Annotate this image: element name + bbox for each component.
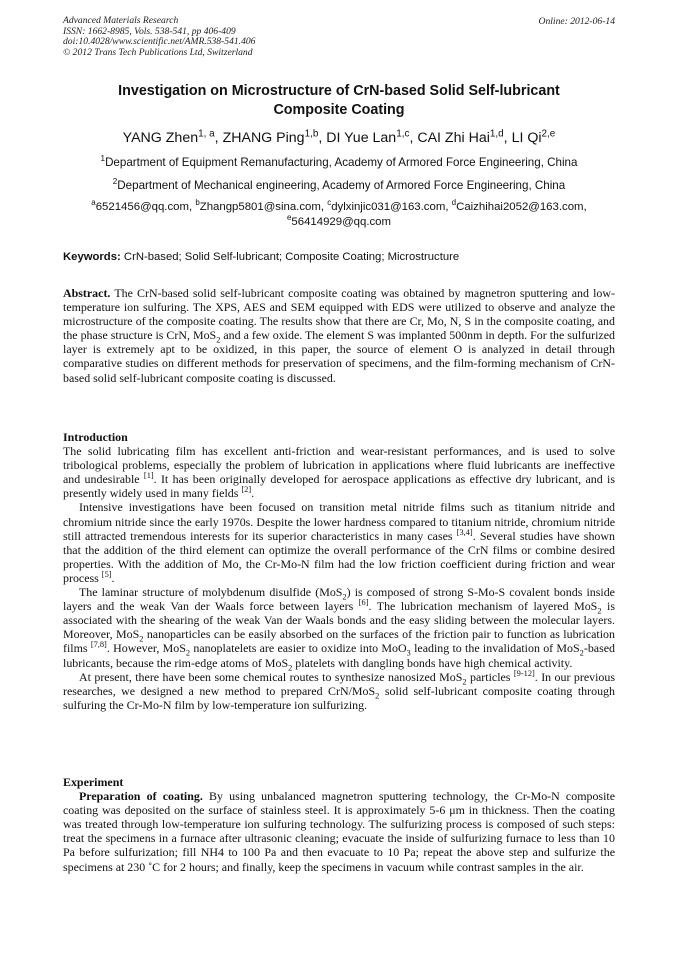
body-text: platelets with dangling bonds have high chemical activity. (292, 655, 573, 670)
body-text: nanoplatelets are easier to oxidize into MoO (190, 641, 407, 656)
keywords-text: CrN-based; Solid Self-lubricant; Composite Coating; Microstructure (120, 251, 460, 263)
body-text: particles (466, 669, 514, 684)
subscript: 2 (216, 335, 221, 345)
subscript: 2 (375, 691, 380, 701)
email-mark: b (195, 198, 200, 208)
affiliation-text: Department of Mechanical engineering, Academy of Armored Force Engineering, China (117, 179, 566, 192)
author-affil-mark: 1,b (304, 128, 319, 140)
intro-paragraph-3 (63, 585, 615, 670)
abstract-paragraph (63, 286, 615, 385)
body-text: The solid lubricating film has excellent anti-friction and wear-resistant performances, and is used to solve tribological problems, especially the problem of lubrication in applications where fluid lubricants are ineffective and undesirable (63, 444, 615, 487)
body-text: . Several studies have shown that the addition of the third element can optimize the overall performance of the CrN films or combine desired properties. With the addition of Mo, the Cr-Mo-N film had the low friction coefficient during friction and wear process (63, 528, 615, 585)
affiliation-mark: 2 (112, 177, 118, 187)
subscript: 2 (185, 648, 191, 658)
subscript: 2 (597, 606, 602, 616)
email-address: dylxinjic031@163.com, (331, 201, 452, 213)
email-address: 56414929@qq.com (291, 215, 392, 228)
body-text: . (111, 570, 115, 585)
subsection-lead: Preparation of coating. (79, 789, 203, 804)
doi-line: doi:10.4028/www.scientific.net/AMR.538-541.406 (63, 36, 256, 48)
author-name: DI Yue Lan (326, 130, 397, 146)
email-address: Caizhihai2052@163.com, (456, 201, 587, 213)
email-address: 6521456@qq.com, (95, 201, 196, 213)
author-affil-mark: 2,e (541, 128, 556, 140)
affiliation-text: Department of Equipment Remanufacturing, Academy of Armored Force Engineering, China (105, 156, 578, 169)
author-name: ZHANG Ping (222, 130, 305, 146)
intro-paragraph-1 (63, 444, 615, 500)
author-separator: , (214, 130, 223, 146)
body-text: ) is composed of strong S-Mo-S covalent bonds inside layers and the weak Van der Waals force between layers (63, 585, 615, 614)
body-text: Intensive investigations have been focused on transition metal nitride films such as titanium nitride and chromium nitride since the early 1970s. Despite the lower hardness compared to titanium nitride, chromium nitride still attracted tremendous interests for its superior characteristics in many cases (63, 500, 615, 543)
author-separator: , (503, 130, 512, 146)
introduction-heading: Introduction (63, 430, 128, 444)
body-text: . However, MoS (106, 641, 186, 656)
intro-paragraph-4 (63, 670, 615, 712)
keywords-label: Keywords: (63, 251, 121, 263)
paper-title (63, 82, 615, 119)
body-text: . (251, 486, 255, 501)
abstract-text: The CrN-based solid self-lubricant composite coating was obtained by magnetron sputtering and low-temperature ion sulfuring. The XPS, AES and SEM equipped with EDS were utilized to observe and analyze the microstructure of the composite coating. The results show that there are Cr, Mo, N, S in the composite coating, and the phase structure is CrN, MoS (63, 286, 615, 343)
email-mark: d (451, 198, 457, 208)
author-affil-mark: 1, a (198, 128, 215, 140)
affiliation-2 (40, 179, 638, 193)
journal-info (63, 16, 255, 58)
body-text: -based lubricants, because the rim-edge atoms of MoS (63, 641, 616, 670)
email-address: Zhangp5801@sina.com, (199, 201, 328, 213)
author-separator: , (318, 130, 327, 146)
subscript: 2 (342, 592, 347, 602)
body-text: nanoparticles can be easily absorbed on the surfaces of the friction pair to function as lubrication films (63, 627, 615, 656)
subscript: 2 (462, 676, 467, 686)
title-line-1: Investigation on Microstructure of CrN-based Solid Self-lubricant (118, 83, 560, 99)
abstract-section (63, 286, 615, 385)
subscript: 2 (288, 662, 293, 672)
body-text: . In our previous researches, we designed a new method to prepared CrN/MoS (63, 669, 616, 698)
citation: [3,4] (456, 527, 473, 537)
issn-line: ISSN: 1662-8985, Vols. 538-541, pp 406-409 (63, 25, 236, 37)
body-text: At present, there have been some chemical routes to synthesize nanosized MoS (79, 669, 463, 684)
body-text: solid self-lubricant composite coating through sulfuring the Cr-Mo-N film by low-temperature ion sulfurizing. (63, 683, 615, 712)
author-separator: , (409, 130, 418, 146)
citation: [2] (241, 485, 252, 495)
intro-paragraph-2 (63, 500, 615, 585)
experiment-section (63, 775, 615, 874)
email-list (55, 200, 623, 229)
citation: [1] (143, 471, 154, 481)
affiliation-1 (40, 156, 638, 170)
title-line-2: Composite Coating (273, 101, 405, 118)
subscript: 2 (139, 634, 144, 644)
abstract-label: Abstract. (63, 286, 111, 300)
citation: [5] (101, 569, 112, 579)
journal-name: Advanced Materials Research (63, 15, 179, 26)
body-text: leading to the invalidation of MoS (410, 641, 580, 656)
body-text: . The lubrication mechanism of layered MoS (368, 599, 598, 614)
email-mark: e (286, 212, 292, 222)
body-text: is associated with the shearing of the weak Van der Waals bonds and the easy sliding between the molecular layers. Moreover, MoS (63, 599, 615, 642)
abstract-text: and a few oxide. The element S was implanted 500nm in depth. For the sulfurized layer is extremely apt to be oxidized, in this paper, the source of element O is analyzed in detail through comparative studies on different methods for preservation of specimens, and the film-forming mechanism of CrN-based solid self-lubricant composite coating is discussed. (63, 328, 615, 385)
author-name: LI Qi (511, 130, 542, 146)
body-text: The laminar structure of molybdenum disulfide (MoS (79, 585, 343, 600)
citation: [7,8] (90, 640, 107, 650)
author-name: CAI Zhi Hai (417, 130, 490, 146)
experiment-paragraph (63, 789, 615, 874)
author-list (40, 129, 638, 147)
copyright-line: © 2012 Trans Tech Publications Ltd, Switzerland (63, 46, 253, 58)
email-mark: c (327, 198, 332, 208)
online-date: Online: 2012-06-14 (538, 16, 615, 27)
keywords-line (63, 250, 623, 264)
affiliation-mark: 1 (100, 154, 106, 164)
citation: [9-12] (513, 668, 535, 678)
author-affil-mark: 1,d (489, 128, 504, 140)
subscript: 3 (406, 648, 411, 658)
email-mark: a (91, 198, 96, 208)
author-affil-mark: 1,c (396, 128, 410, 140)
subscript: 2 (579, 648, 584, 658)
citation: [6] (358, 598, 369, 608)
body-text: By using unbalanced magnetron sputtering technology, the Cr-Mo-N composite coating was deposited on the surface of stainless steel. It is approximately 5-6 μm in thickness. Then the coating was treated through low-temperature ion sulfuring technology. The sulfurizing process is composed of such steps: treat the specimens in a furnace after ultrasonic cleaning; evacuate the inside of sulfurizing furnace to less than 10 Pa before sulfurization; fill NH4 to 100 Pa and then evacuate to 10 Pa; repeat the above step and sulfurize the specimens at 230 ˚C for 2 hours; and finally, keep the specimens in vacuum while contrast samples in the air. (63, 789, 616, 874)
experiment-heading: Experiment (63, 775, 124, 789)
body-text: . It has been originally developed for aerospace applications as effective dry lubricant, and is presently widely used in many fields (63, 472, 615, 501)
author-name: YANG Zhen (122, 130, 199, 146)
introduction-section (63, 430, 615, 712)
